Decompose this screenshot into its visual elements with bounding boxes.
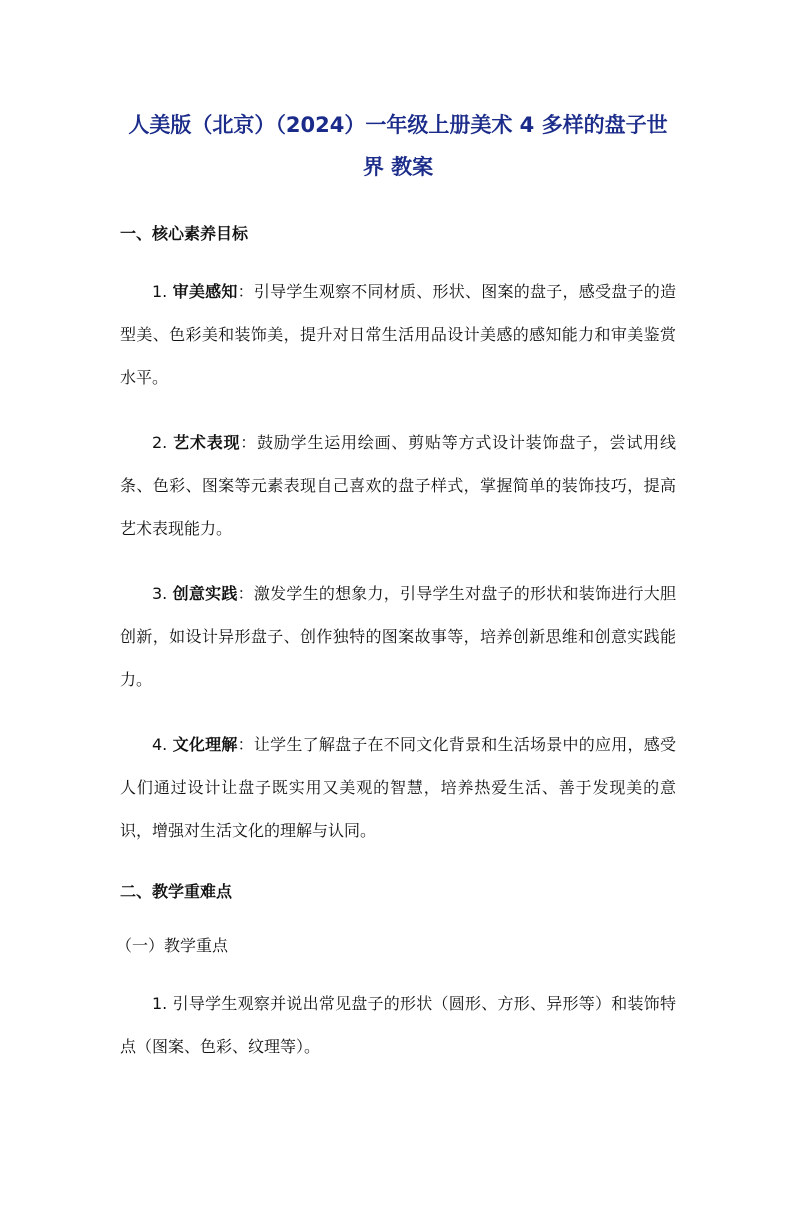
goal-text: ：让学生了解盘子在不同文化背景和生活场景中的应用，感受人们通过设计让盘子既实用又美观的智慧，培养热爱生活、善于发现美的意识，增强对生活文化的理解与认同。 — [120, 735, 676, 840]
section-heading-core-goals: 一、核心素养目标 — [120, 224, 249, 243]
subsection-heading-key-points: （一）教学重点 — [116, 936, 229, 955]
key-point-item-1: 1. 引导学生观察并说出常见盘子的形状（圆形、方形、异形等）和装饰特点（图案、色彩、纹理等）。 — [120, 994, 676, 1056]
goal-number: 2. — [152, 433, 174, 452]
goal-text: ：引导学生观察不同材质、形状、图案的盘子，感受盘子的造型美、色彩美和装饰美，提升对日常生活用品设计美感的感知能力和审美鉴赏水平。 — [120, 282, 676, 387]
goal-text: ：激发学生的想象力，引导学生对盘子的形状和装饰进行大胆创新，如设计异形盘子、创作独特的图案故事等，培养创新思维和创意实践能力。 — [120, 584, 676, 689]
goal-item-3 — [120, 572, 676, 701]
goal-number: 1. — [152, 282, 173, 301]
goal-item-1 — [120, 270, 676, 399]
goal-label: 艺术表现 — [173, 433, 241, 452]
section-heading-key-points: 二、教学重难点 — [120, 882, 233, 901]
goal-label: 文化理解 — [172, 735, 238, 754]
goal-text: ：鼓励学生运用绘画、剪贴等方式设计装饰盘子，尝试用线条、色彩、图案等元素表现自己喜欢的盘子样式，掌握简单的装饰技巧，提高艺术表现能力。 — [120, 433, 676, 538]
goal-number: 4. — [152, 735, 173, 754]
goal-label: 审美感知 — [172, 282, 238, 301]
document-title: 人美版（北京）（2024）一年级上册美术 4 多样的盘子世界 教案 — [128, 113, 668, 179]
goal-item-4 — [120, 723, 676, 852]
goal-label: 创意实践 — [172, 584, 238, 603]
goal-item-2 — [120, 421, 676, 550]
document-page — [0, 104, 794, 1227]
goal-number: 3. — [152, 584, 173, 603]
